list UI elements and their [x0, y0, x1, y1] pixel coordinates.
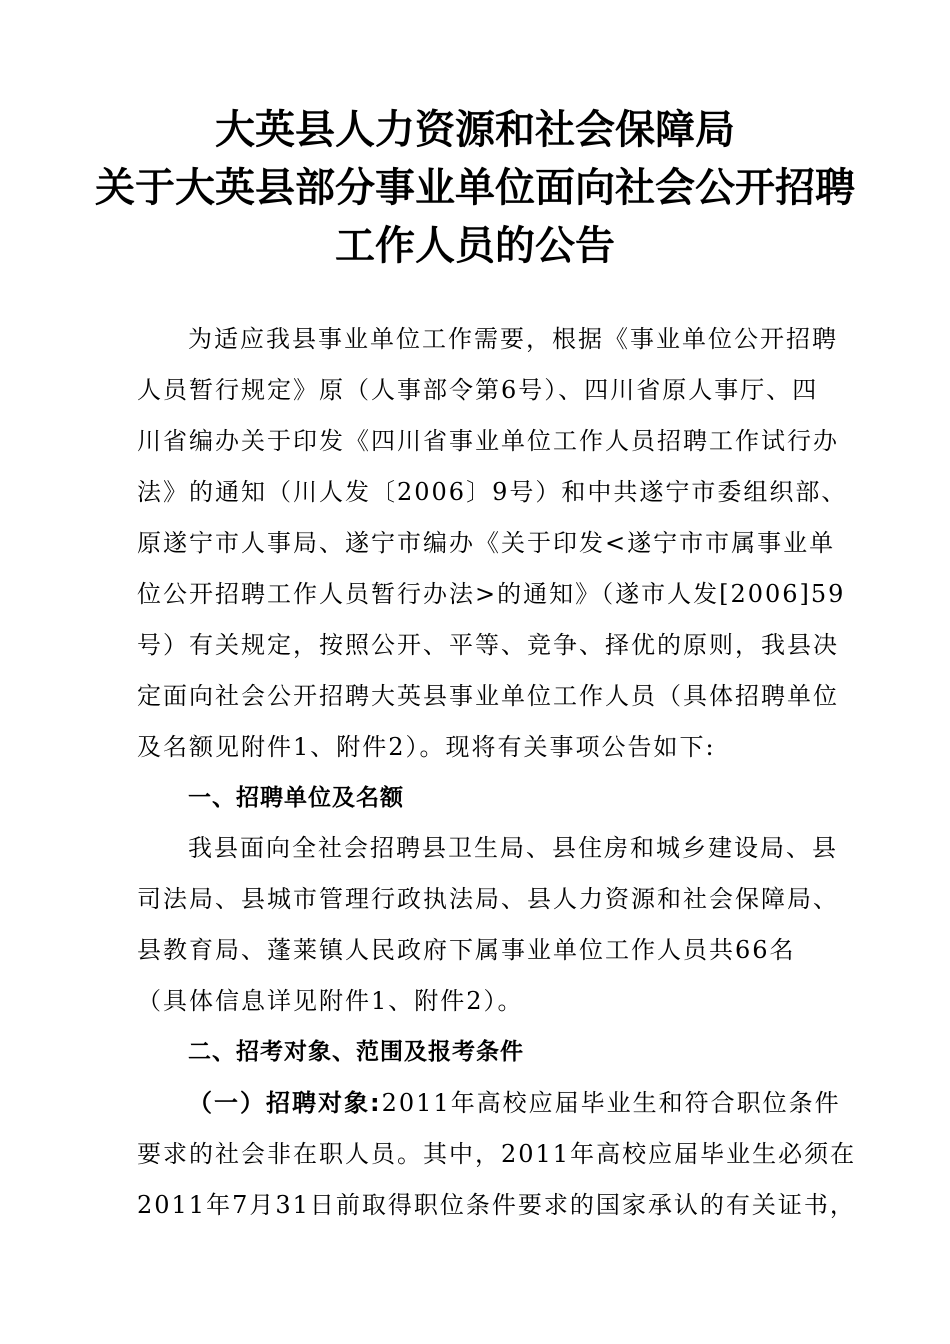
section-2-line: 2011年7月31日前取得职位条件要求的国家承认的有关证书，	[137, 1191, 856, 1219]
title-line-2: 关于大英县部分事业单位面向社会公开招聘	[95, 164, 855, 211]
title-line-1: 大英县人力资源和社会保障局	[215, 106, 735, 153]
intro-line: 原遂宁市人事局、遂宁市编办《关于印发<遂宁市市属事业单	[137, 529, 836, 557]
intro-line: 定面向社会公开招聘大英县事业单位工作人员（具体招聘单位	[137, 682, 839, 710]
section-1-line: （具体信息详见附件1、附件2）。	[137, 987, 524, 1015]
section-1-line: 司法局、县城市管理行政执法局、县人力资源和社会保障局、	[137, 885, 839, 913]
section-2-line: 要求的社会非在职人员。其中，2011年高校应届毕业生必须在	[137, 1140, 857, 1168]
intro-line: 法》的通知（川人发〔2006〕9号）和中共遂宁市委组织部、	[137, 478, 848, 506]
title-line-3: 工作人员的公告	[335, 222, 615, 269]
intro-line: 位公开招聘工作人员暂行办法>的通知》（遂市人发[2006]59	[137, 580, 846, 608]
sub1-text: 2011年高校应届毕业生和符合职位条件	[381, 1089, 841, 1117]
intro-line: 人员暂行规定》原（人事部令第6号）、四川省原人事厅、四	[137, 376, 819, 404]
section-2-heading: 二、招考对象、范围及报考条件	[188, 1039, 524, 1065]
intro-line: 号）有关规定，按照公开、平等、竞争、择优的原则，我县决	[137, 631, 839, 659]
intro-line: 川省编办关于印发《四川省事业单位工作人员招聘工作试行办	[137, 427, 839, 455]
section-1-line: 县教育局、蓬莱镇人民政府下属事业单位工作人员共66名	[137, 936, 796, 964]
section-1-line: 我县面向全社会招聘县卫生局、县住房和城乡建设局、县	[188, 834, 838, 862]
intro-line: 及名额见附件1、附件2）。现将有关事项公告如下:	[137, 733, 716, 761]
intro-line: 为适应我县事业单位工作需要，根据《事业单位公开招聘	[188, 325, 838, 353]
sub1-label: （一）招聘对象:	[188, 1089, 382, 1117]
section-2-sub1	[188, 1087, 888, 1119]
section-1-heading: 一、招聘单位及名额	[188, 785, 404, 811]
